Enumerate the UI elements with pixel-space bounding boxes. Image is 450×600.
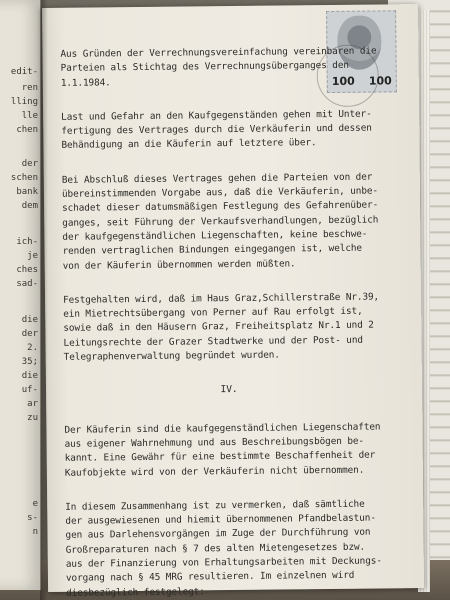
paragraph: Last und Gefahr an den Kaufgegenständen gehen mit Unter- fertigung des Vertrages durch die Verkäuferin und dessen Behändigung an die Käuferin auf letztere über. [61, 108, 372, 152]
section-heading: IV. [220, 384, 238, 396]
book-spine-shadow [40, 0, 48, 600]
left-page-text-fragments [0, 0, 40, 600]
left-fragment: bank [16, 187, 38, 197]
left-fragment: e [32, 499, 38, 509]
paragraph: Der Käuferin sind die kaufgegenständlichen Liegenschaften aus eigener Wahrnehmung und aus Beschreibungsbögen be- kannt. Eine Gewähr für eine bestimmte Beschaffenheit der Kaufobjekte wird von der Verkäuferin nicht übernommen. [64, 421, 381, 479]
left-fragment: je [27, 251, 38, 261]
left-fragment: ar [27, 399, 38, 409]
stamp-value-right: 100 [368, 74, 392, 88]
left-fragment: der [21, 329, 38, 339]
left-fragment: 35; [21, 357, 38, 367]
left-fragment: dem [21, 201, 38, 211]
left-fragment: lling [10, 97, 38, 107]
left-fragment: die [21, 371, 38, 381]
left-fragment: ren [21, 83, 38, 93]
paragraph: In diesem Zusammenhang ist zu vermerken, daß sämtliche der ausgewiesenen und hiemit übernommenen Pfandbelastun- gen aus Darlehensvorgängen im Zuge der Durchführung von Großreparaturen nach § 7 des alten Mietengesetzes bzw. aus der Finanzierung von Erhaltungsarbeiten mit Deckungs- vorgang nach § 45 MRG resultieren. Im einzelnen wird diesbezüglich festgelegt: [65, 498, 382, 599]
document-body [60, 44, 396, 600]
document-page [42, 4, 424, 599]
left-fragment: schen [10, 173, 38, 183]
left-fragment: sad- [16, 279, 38, 289]
left-fragment: der [21, 159, 38, 169]
left-fragment: zu [27, 413, 38, 423]
left-fragment: chen [16, 125, 38, 135]
paragraph: Festgehalten wird, daß im Haus Graz,Schillerstraße Nr.39, ein Mietrechtsübergang von Perner auf Rau erfolgt ist, sowie daß in den Häusern Graz, Freiheitsplatz Nr.1 und 2 Leitungsrechte der Grazer Stadtwerke und der Post- und Telegraphenverwaltung begründet wurden. [63, 291, 380, 363]
left-fragment: edit- [10, 67, 38, 77]
left-fragment: 2. [27, 343, 38, 353]
paragraph: Bei Abschluß dieses Vertrages gehen die Parteien von der übereinstimmenden Vorgabe aus, daß die Verkäuferin, unbe- schadet dieser datumsmäßigen Festlegung des Gefahrenüber- ganges, seit Führung der Verkaufsverhandlungen, bezüglich der kaufgegenständlichen Liegenschaften, keine beschwe- renden vertraglichen Bindungen eingegangen ist, welche von der Käuferin übernommen werden müßten. [61, 171, 379, 272]
stamp-value-left: 100 [331, 74, 355, 88]
left-fragment: n [32, 527, 38, 537]
paragraph: Aus Gründen der Verrechnungsvereinfachung vereinbaren die Parteien als Stichtag des Verrechnungsüberganges den 1.1.1984. [60, 45, 377, 89]
left-fragment: uf- [21, 385, 38, 395]
left-fragment: s- [27, 513, 38, 523]
left-fragment: die [21, 315, 38, 325]
left-fragment: lle [21, 111, 38, 121]
left-fragment: ches [16, 265, 38, 275]
left-fragment: ich- [16, 237, 38, 247]
